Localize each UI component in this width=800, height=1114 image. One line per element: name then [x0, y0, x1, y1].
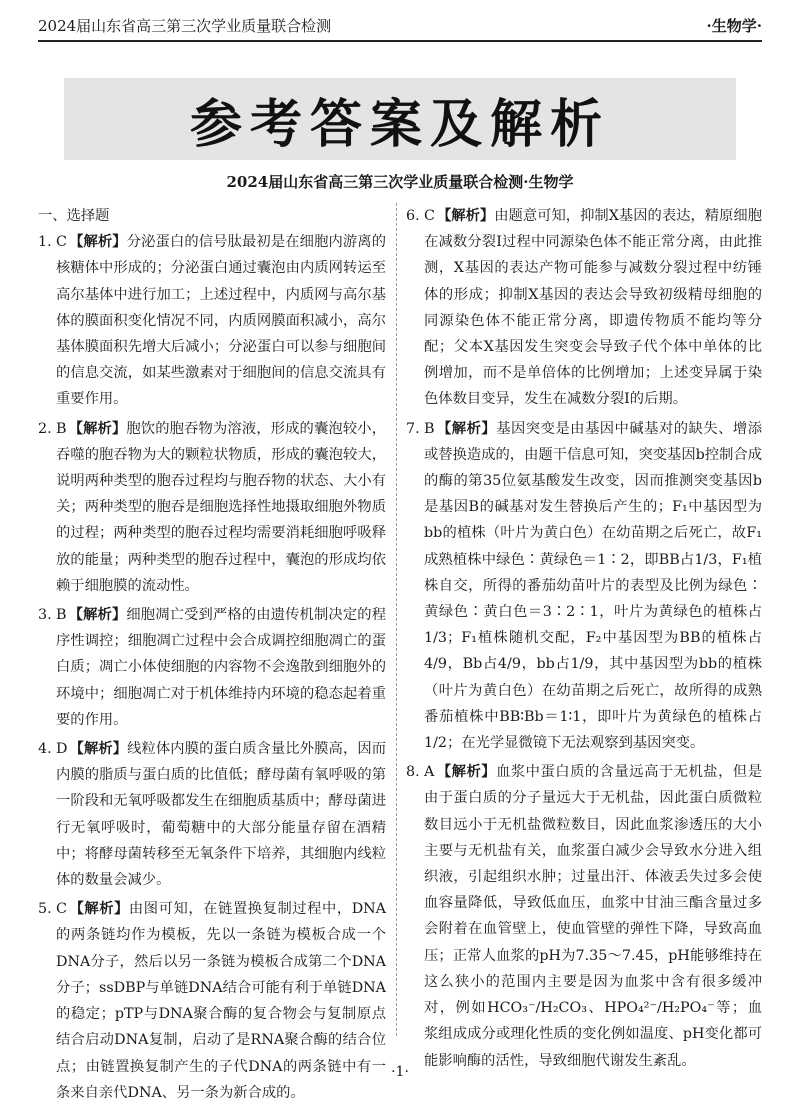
item-text: 由题意可知，抑制X基因的表达，精原细胞在减数分裂Ⅰ过程中同源染色体不能正常分离，由此推测，X基因的表达产物可能参与减数分裂过程中纺锤体的形成；抑制X基因的表达会导致初级精母细胞的同源染色体不能正常分离，即遗传物质不能均等分配；父本X基因发生突变会导致子代个体中单体的比例增加，而不是单倍体的比例增加；上述变异属于染色体数目变异，发生在减数分裂Ⅰ的后期。	[424, 208, 762, 408]
column-divider	[396, 203, 397, 1036]
answer-item	[38, 229, 386, 412]
item-text: 基因突变是由基因中碱基对的缺失、增添或替换造成的，由题干信息可知，突变基因b控制合成的酶的第35位氨基酸发生改变，因而推测突变基因b是基因B的碱基对发生替换后产生的；F₁中基因型为bb的植株（叶片为黄白色）在幼苗期之后死亡，故F₁成熟植株中绿色∶黄绿色＝1∶2，即BB占1/3，F₁植株自交，所得的番茄幼苗叶片的表型及比例为绿色∶黄绿色∶黄白色＝3∶2∶1，叶片为黄绿色的植株占1/3；F₁植株随机交配，F₂中基因型为BB的植株占4/9，Bb占4/9，bb占1/9，其中基因型为bb的植株（叶片为黄白色）在幼苗期之后死亡，故所得的成熟番茄植株中BB∶Bb＝1∶1，即叶片为黄绿色的植株占1/2；在光学显微镜下无法观察到基因突变。	[424, 420, 763, 752]
item-answer: B	[56, 607, 67, 624]
item-text: 细胞凋亡受到严格的由遗传机制决定的程序性调控；细胞凋亡过程中会合成调控细胞凋亡的蛋白质；凋亡小体使细胞的内容物不会逸散到细胞外的环境中；细胞凋亡对于机体维持内环境的稳态起着重要的作用。	[56, 607, 386, 728]
analysis-tag: 【解析】	[68, 420, 127, 437]
answer-item	[38, 602, 386, 733]
item-answer: D	[56, 741, 68, 758]
item-number: 5.	[38, 901, 52, 918]
item-answer: B	[424, 420, 435, 437]
analysis-tag: 【解析】	[436, 420, 497, 437]
analysis-tag: 【解析】	[436, 764, 497, 781]
item-text: 由图可知，在链置换复制过程中，DNA的两条链均作为模板，先以一条链为模板合成一个DNA分子，然后以另一条链为模板合成第二个DNA分子；ssDBP与单链DNA结合可能有利于单链DNA的稳定；pTP与DNA聚合酶的复合物会与复制原点结合启动DNA复制，启动了是RNA聚合酶的结合位点；由链置换复制产生的子代DNA的两条链中有一条来自亲代DNA、另一条为新合成的。	[56, 901, 387, 1101]
item-answer: A	[424, 764, 435, 781]
analysis-tag: 【解析】	[68, 607, 127, 624]
title-banner	[64, 78, 736, 160]
analysis-tag: 【解析】	[68, 234, 127, 251]
answer-item	[406, 203, 762, 413]
running-header	[38, 14, 762, 42]
answer-item	[38, 416, 386, 599]
item-text: 分泌蛋白的信号肽最初是在细胞内游离的核糖体中形成的；分泌蛋白通过囊泡由内质网转运至高尔基体中进行加工；上述过程中，内质网与高尔基体的膜面积变化情况不同，内质网膜面积减小，高尔基体膜面积先增大后减小；分泌蛋白可以参与细胞间的信息交流，如某些激素对于细胞间的信息交流具有重要作用。	[56, 234, 387, 408]
item-number: 7.	[406, 420, 420, 437]
item-text: 线粒体内膜的蛋白质含量比外膜高，因而内膜的脂质与蛋白质的比值低；酵母菌有氧呼吸的第一阶段和无氧呼吸都发生在细胞质基质中；酵母菌进行无氧呼吸时，葡萄糖中的大部分能量存留在酒精中；将酵母菌转移至无氧条件下培养，其细胞内线粒体的数量会减少。	[56, 741, 387, 889]
item-number: 2.	[38, 420, 52, 437]
analysis-tag: 【解析】	[68, 901, 129, 918]
right-column	[406, 203, 763, 1069]
item-answer: C	[56, 234, 67, 251]
item-number: 1.	[38, 234, 52, 251]
banner-title: 参考答案及解析	[189, 94, 610, 155]
subject-label: ·生物学·	[706, 17, 762, 35]
item-text: 血浆中蛋白质的含量远高于无机盐，但是由于蛋白质的分子量远大于无机盐，因此蛋白质微粒数目远小于无机盐微粒数目，因此血浆渗透压的大小主要与无机盐有关，血浆蛋白减少会导致水分进入组织液，引起组织水肿；过量出汗、体液丢失过多会使血容量降低，导致低血压，血浆中甘油三酯含量过多会附着在血管壁上，使血管壁的弹性下降，导致高血压；正常人血浆的pH为7.35～7.45，pH能够维持在这么狭小的范围内主要是因为血浆中含有很多缓冲对，例如HCO₃⁻/H₂CO₃、HPO₄²⁻/H₂PO₄⁻等；血浆组成成分或理化性质的变化例如温度、pH变化都可能影响酶的活性，导致细胞代谢发生紊乱。	[424, 764, 763, 1069]
analysis-tag: 【解析】	[69, 741, 128, 758]
item-answer: C	[424, 208, 435, 224]
exam-title: 2024届山东省高三第三次学业质量联合检测	[38, 17, 332, 35]
document-subtitle: 2024届山东省高三第三次学业质量联合检测·生物学	[226, 173, 574, 191]
item-number: 8.	[406, 764, 420, 781]
item-answer: B	[56, 420, 67, 437]
item-text: 胞饮的胞吞物为溶液，形成的囊泡较小，吞噬的胞吞物为大的颗粒状物质，形成的囊泡较大，说明两种类型的胞吞过程均与胞吞物的状态、大小有关；两种类型的胞吞是细胞选择性地摄取细胞外物质的过程；两种类型的胞吞过程均需要消耗细胞呼吸释放的能量；两种类型的胞吞过程中，囊泡的形成均依赖于细胞膜的流动性。	[56, 420, 386, 594]
answer-item	[406, 416, 762, 757]
item-answer: C	[56, 901, 67, 918]
section-heading: 一、选择题	[38, 208, 110, 224]
left-column	[38, 203, 387, 1101]
page-number: ·1·	[391, 1064, 409, 1080]
item-number: 3.	[38, 607, 52, 624]
answer-item	[406, 759, 762, 1073]
analysis-tag: 【解析】	[436, 208, 495, 224]
answer-item	[38, 736, 386, 893]
item-number: 4.	[38, 741, 52, 758]
item-number: 6.	[406, 208, 420, 224]
